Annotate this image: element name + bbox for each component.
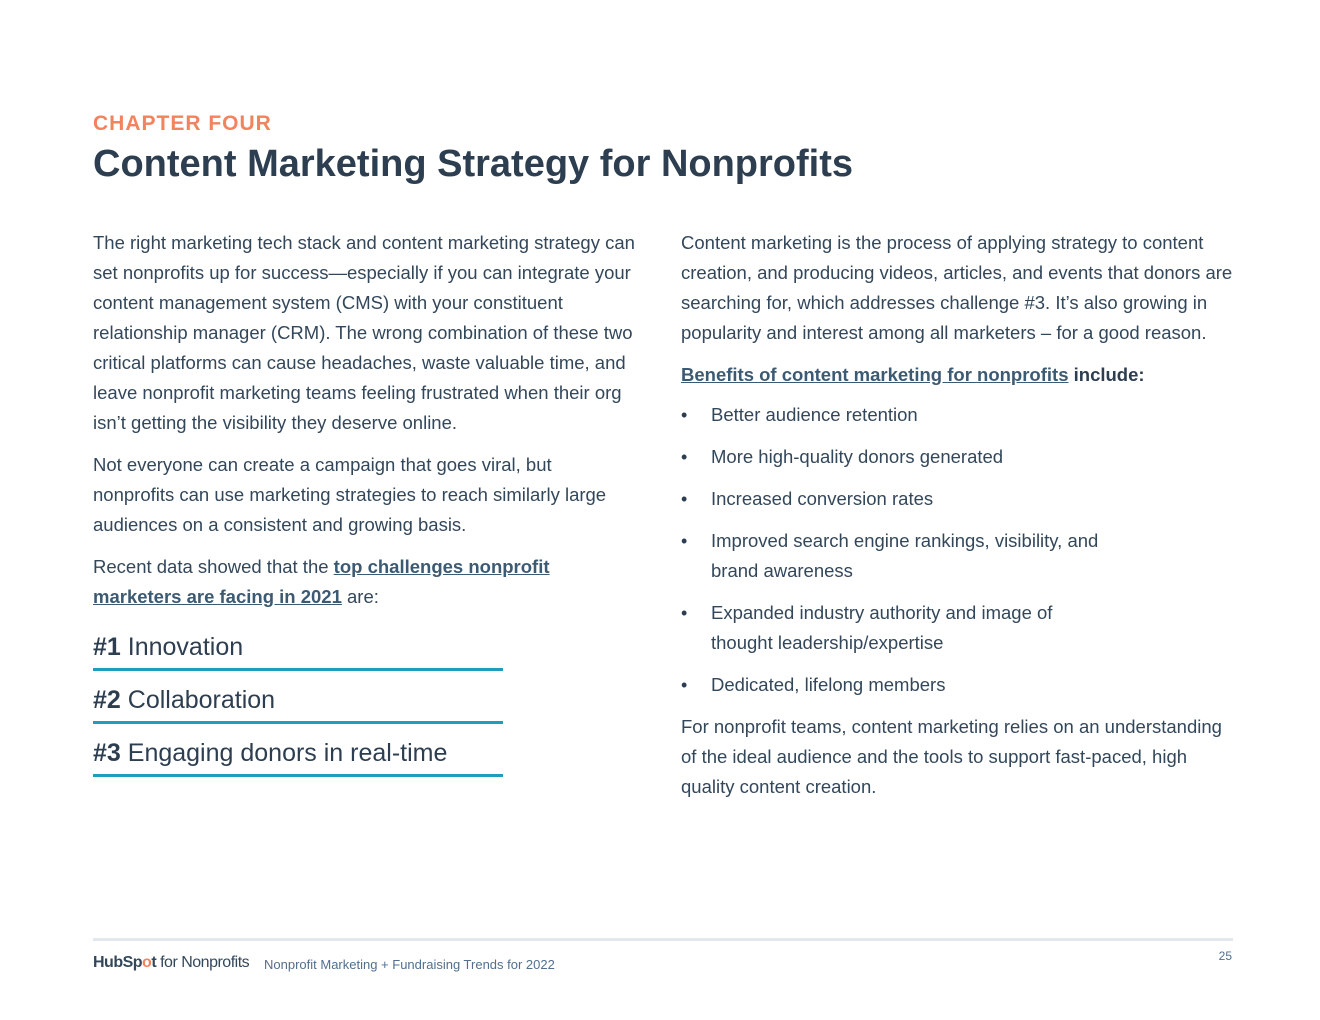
benefit-text: Improved search engine rankings, visibility, and brand awareness <box>711 530 1099 581</box>
right-column <box>681 228 1241 814</box>
hubspot-logo <box>93 954 249 972</box>
benefit-text: Better audience retention <box>711 404 918 425</box>
list-item <box>681 598 1111 658</box>
chapter-label: CHAPTER FOUR <box>93 112 272 135</box>
left-column <box>93 228 638 789</box>
bullet-icon: • <box>681 675 688 695</box>
page-number: 25 <box>1218 949 1232 963</box>
challenges-intro-text: Recent data showed that the <box>93 556 334 577</box>
bullet-icon: • <box>681 489 688 509</box>
challenge-item <box>93 683 503 724</box>
bullet-icon: • <box>681 531 688 551</box>
bullet-icon: • <box>681 405 688 425</box>
benefit-text: Increased conversion rates <box>711 488 934 509</box>
benefits-link[interactable]: Benefits of content marketing for nonprofits <box>681 364 1069 385</box>
footer-document-title: Nonprofit Marketing + Fundraising Trends for 2022 <box>264 957 555 972</box>
benefit-text: Expanded industry authority and image of thought leadership/expertise <box>711 602 1053 653</box>
definition-paragraph: Content marketing is the process of applying strategy to content creation, and producing videos, articles, and events that donors are searching for, which addresses challenge #3. It’s also growing in popularity and interest among all marketers – for a good reason. <box>681 232 1233 343</box>
list-item <box>681 442 1241 472</box>
logo-text-hub: HubSp <box>93 954 143 971</box>
benefits-list <box>681 400 1241 700</box>
challenge-label: Innovation <box>127 633 244 661</box>
challenge-label: Engaging donors in real-time <box>127 739 448 767</box>
bullet-icon: • <box>681 603 688 623</box>
intro-paragraph: The right marketing tech stack and content marketing strategy can set nonprofits up for success—especially if you can integrate your content management system (CMS) with your constituent relationship manager (CRM). The wrong combination of these two critical platforms can cause headaches, waste valuable time, and leave nonprofit marketing teams feeling frustrated when their org isn’t getting the visibility they deserve online. <box>93 232 635 433</box>
logo-sprocket: o <box>142 954 152 971</box>
list-item <box>681 484 1241 514</box>
logo-text-t: t <box>151 954 157 971</box>
bullet-icon: • <box>681 447 688 467</box>
list-item <box>681 670 1241 700</box>
challenge-item <box>93 630 503 671</box>
challenges-intro-suffix: are: <box>341 586 379 607</box>
list-item <box>681 400 1241 430</box>
page-title: Content Marketing Strategy for Nonprofits <box>93 143 854 185</box>
challenges-list <box>93 630 638 777</box>
challenges-intro-paragraph <box>93 552 638 612</box>
closing-paragraph: For nonprofit teams, content marketing relies on an understanding of the ideal audience and the tools to support fast-paced, high quality content creation. <box>681 716 1222 797</box>
benefit-text: More high-quality donors generated <box>711 446 1004 467</box>
benefit-text: Dedicated, lifelong members <box>711 674 946 695</box>
benefits-heading-suffix: include: <box>1068 364 1145 385</box>
challenge-label: Collaboration <box>127 686 276 714</box>
top-challenges-link[interactable]: top challenges nonprofit marketers are facing in 2021 <box>93 556 550 607</box>
challenge-number: #1 <box>93 633 121 661</box>
viral-paragraph: Not everyone can create a campaign that goes viral, but nonprofits can use marketing strategies to reach similarly large audiences on a consistent and growing basis. <box>93 454 607 535</box>
logo-text-for-nonprofits: for Nonprofits <box>156 954 250 971</box>
list-item <box>681 526 1111 586</box>
challenge-number: #2 <box>93 686 121 714</box>
benefits-heading <box>681 360 1241 390</box>
footer-divider <box>93 938 1233 941</box>
challenge-item <box>93 736 503 777</box>
challenge-number: #3 <box>93 739 121 767</box>
